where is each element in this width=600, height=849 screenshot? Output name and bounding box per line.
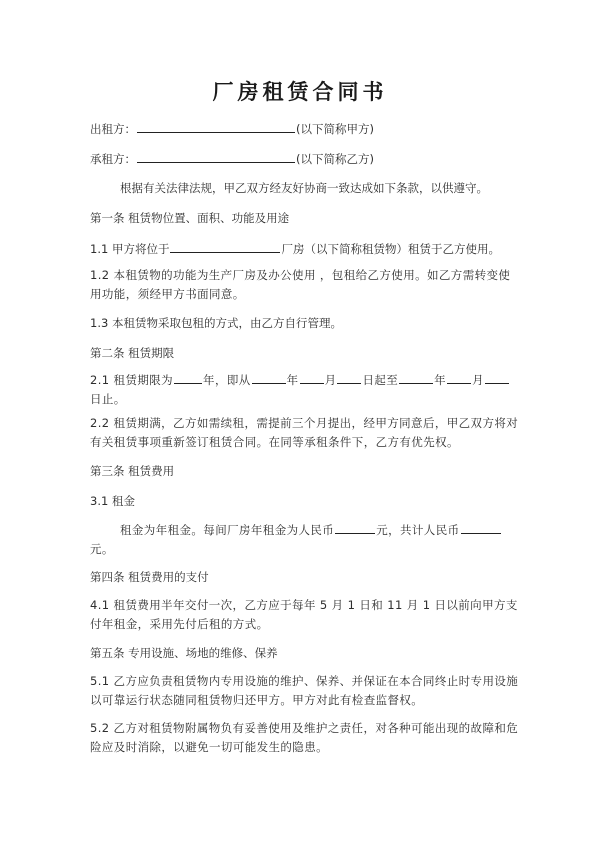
end-month-blank[interactable] [447, 372, 471, 384]
clause-2-1-b: 年，即从 [203, 373, 251, 387]
clause-1-2: 1.2 本租赁物的功能为生产厂房及办公使用 ，包租给乙方使用。如乙方需转变使用功能，须经甲方书面同意。 [90, 268, 511, 301]
clause-2-1 [90, 371, 520, 409]
rent-text-b: 元，共计人民币 [376, 523, 460, 537]
rent-total-blank[interactable] [461, 522, 501, 534]
lessor-line [90, 121, 374, 136]
preamble: 根据有关法律法规，甲乙双方经友好协商一致达成如下条款，以供遵守。 [120, 181, 488, 195]
end-day-blank[interactable] [485, 372, 509, 384]
clause-1-3: 1.3 本租赁物采取包租的方式，由乙方自行管理。 [90, 316, 342, 330]
clause-1-1 [90, 241, 500, 256]
clause-4-1: 4.1 租赁费用半年交付一次，乙方应于每年 5 月 1 日和 11 月 1 日以前向甲方支付年租金，采用先付后租的方式。 [90, 598, 518, 631]
rent-text-a: 租金为年租金。每间厂房年租金为人民币 [120, 523, 335, 537]
article-5-heading: 第五条 专用设施、场地的维修、保养 [90, 646, 278, 660]
clause-2-1-c: 年 [286, 373, 299, 387]
clause-3-1: 3.1 租金 [90, 494, 135, 508]
clause-2-1-f: 年 [434, 373, 447, 387]
clause-2-1-g: 月 [472, 373, 484, 387]
start-year-blank[interactable] [252, 372, 286, 384]
lessor-blank[interactable] [137, 121, 295, 133]
location-blank[interactable] [170, 241, 280, 253]
clause-1-1-post: 厂房（以下简称租赁物）租赁于乙方使用。 [281, 242, 500, 256]
article-4-heading: 第四条 租赁费用的支付 [90, 570, 209, 584]
document-title: 厂房租赁合同书 [212, 79, 388, 104]
article-3-heading: 第三条 租赁费用 [90, 464, 175, 478]
article-1-heading: 第一条 租赁物位置、面积、功能及用途 [90, 211, 290, 225]
clause-5-2: 5.2 乙方对租赁物附属物负有妥善使用及维护之责任，对各种可能出现的故障和危险应及时消除，以避免一切可能发生的隐患。 [90, 721, 519, 754]
lessee-note: (以下简称乙方) [296, 152, 374, 166]
lessee-line [90, 151, 374, 166]
article-2-heading: 第二条 租赁期限 [90, 346, 175, 360]
clause-2-1-h: 日止。 [90, 392, 126, 406]
lessee-label: 承租方： [90, 152, 136, 166]
clause-2-1-a: 2.1 租赁期限为 [90, 373, 174, 387]
clause-2-2: 2.2 租赁期满，乙方如需续租，需提前三个月提出，经甲方同意后，甲乙双方将对有关租赁事项重新签订租赁合同。在同等承租条件下，乙方有优先权。 [90, 416, 519, 449]
clause-5-1: 5.1 乙方应负责租赁物内专用设施的维护、保养、并保证在本合同终止时专用设施以可靠运行状态随同租赁物归还甲方。甲方对此有检查监督权。 [90, 674, 519, 707]
lessee-blank[interactable] [137, 151, 295, 163]
lessor-note: (以下简称甲方) [296, 122, 374, 136]
rent-text-c: 元。 [90, 542, 114, 556]
start-day-blank[interactable] [337, 372, 361, 384]
rent-per-unit-blank[interactable] [335, 522, 375, 534]
term-years-blank[interactable] [174, 372, 202, 384]
clause-2-1-d: 月 [324, 373, 337, 387]
start-month-blank[interactable] [300, 372, 324, 384]
lessor-label: 出租方： [90, 122, 136, 136]
clause-2-1-e: 日起至 [362, 373, 399, 387]
end-year-blank[interactable] [399, 372, 433, 384]
rent-paragraph [90, 521, 520, 559]
clause-1-1-pre: 1.1 甲方将位于 [90, 242, 170, 256]
